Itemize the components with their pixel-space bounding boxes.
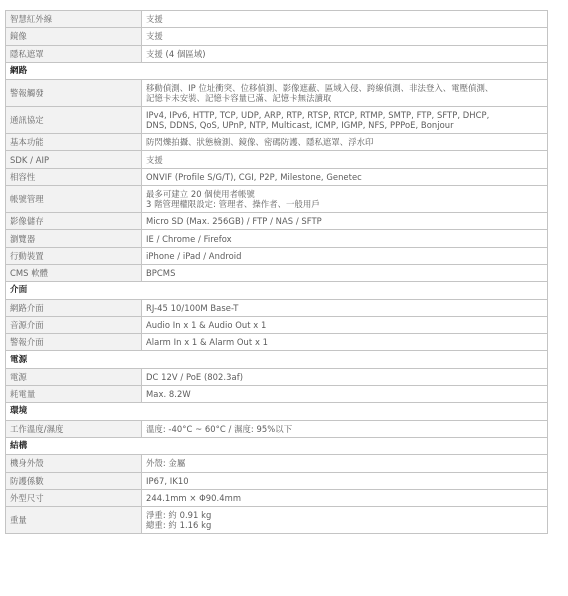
spec-key: 通訊協定 (6, 107, 142, 134)
spec-key: 重量 (6, 507, 142, 534)
section-header-row (6, 62, 548, 79)
spec-row (6, 316, 548, 333)
spec-value-line: 支援 (146, 14, 163, 25)
spec-row (6, 368, 548, 385)
spec-value-line: 外殼: 金屬 (146, 458, 186, 469)
section-header-row (6, 437, 548, 454)
spec-key: 電源 (6, 368, 142, 385)
spec-key: 隱私遮罩 (6, 45, 142, 62)
spec-key: 行動裝置 (6, 247, 142, 264)
spec-value (142, 107, 548, 134)
spec-row (6, 151, 548, 168)
section-title: 介面 (6, 282, 548, 299)
spec-key: 工作溫度/濕度 (6, 420, 142, 437)
spec-value-line: 記憶卡未安裝、記憶卡容量已滿、記憶卡無法讀取 (146, 93, 332, 104)
spec-key: 智慧紅外線 (6, 11, 142, 28)
spec-value-line: BPCMS (146, 268, 176, 279)
spec-row (6, 507, 548, 534)
spec-value (142, 230, 548, 247)
spec-key: 警報觸發 (6, 80, 142, 107)
spec-key: 防護係數 (6, 472, 142, 489)
spec-value-line: 支援 (146, 154, 163, 165)
spec-value-line: IP67, IK10 (146, 475, 189, 486)
spec-value (142, 264, 548, 281)
spec-value (142, 134, 548, 151)
spec-value-line: 3 階管理權限設定: 管理者、操作者、一般用戶 (146, 199, 320, 210)
spec-value (142, 386, 548, 403)
spec-value (142, 368, 548, 385)
spec-value-line: 最多可建立 20 個使用者帳號 (146, 189, 255, 200)
spec-value (142, 11, 548, 28)
spec-row (6, 264, 548, 281)
spec-row (6, 134, 548, 151)
spec-value (142, 334, 548, 351)
spec-value (142, 28, 548, 45)
spec-value-line: 總重: 約 1.16 kg (146, 520, 212, 531)
spec-row (6, 489, 548, 506)
spec-row (6, 186, 548, 213)
section-title: 網路 (6, 62, 548, 79)
spec-key: 音源介面 (6, 316, 142, 333)
spec-value (142, 151, 548, 168)
spec-key: 帳號管理 (6, 186, 142, 213)
section-title: 環境 (6, 403, 548, 420)
section-header-row (6, 282, 548, 299)
spec-value-line: DC 12V / PoE (802.3af) (146, 371, 244, 382)
spec-row (6, 11, 548, 28)
spec-row (6, 45, 548, 62)
spec-key: CMS 軟體 (6, 264, 142, 281)
spec-value-line: DNS, DDNS, QoS, UPnP, NTP, Multicast, ICMP, IGMP, NFS, PPPoE, Bonjour (146, 120, 454, 131)
spec-value-line: 溫度: -40°C ~ 60°C / 濕度: 95%以下 (146, 423, 293, 434)
spec-row (6, 420, 548, 437)
section-header-row (6, 351, 548, 368)
spec-value (142, 507, 548, 534)
spec-row (6, 299, 548, 316)
spec-value (142, 80, 548, 107)
section-title: 電源 (6, 351, 548, 368)
spec-key: 機身外殼 (6, 455, 142, 472)
spec-value (142, 168, 548, 185)
spec-value-line: 244.1mm × Φ90.4mm (146, 492, 242, 503)
spec-row (6, 28, 548, 45)
spec-row (6, 168, 548, 185)
spec-value-line: iPhone / iPad / Android (146, 250, 242, 261)
spec-key: 警報介面 (6, 334, 142, 351)
spec-key: 網路介面 (6, 299, 142, 316)
spec-value-line: RJ-45 10/100M Base-T (146, 302, 239, 313)
spec-row (6, 386, 548, 403)
spec-value (142, 45, 548, 62)
spec-value (142, 316, 548, 333)
spec-key: 基本功能 (6, 134, 142, 151)
spec-row (6, 107, 548, 134)
spec-value-line: Alarm In x 1 & Alarm Out x 1 (146, 337, 269, 348)
spec-value-line: Audio In x 1 & Audio Out x 1 (146, 320, 267, 330)
spec-key: 鏡像 (6, 28, 142, 45)
spec-value (142, 420, 548, 437)
spec-value-line: 支援 (146, 31, 163, 42)
spec-table (5, 10, 548, 534)
spec-row (6, 80, 548, 107)
spec-value-line: ONVIF (Profile S/G/T), CGI, P2P, Milestone, Genetec (146, 171, 362, 182)
spec-row (6, 455, 548, 472)
spec-value (142, 455, 548, 472)
spec-value-line: Max. 8.2W (146, 389, 191, 400)
spec-value (142, 186, 548, 213)
section-title: 結構 (6, 437, 548, 454)
section-header-row (6, 403, 548, 420)
spec-row (6, 247, 548, 264)
spec-key: 瀏覽器 (6, 230, 142, 247)
spec-key: 耗電量 (6, 386, 142, 403)
spec-value (142, 299, 548, 316)
spec-row (6, 334, 548, 351)
spec-row (6, 472, 548, 489)
spec-value (142, 247, 548, 264)
spec-value-line: IPv4, IPv6, HTTP, TCP, UDP, ARP, RTP, RTSP, RTCP, RTMP, SMTP, FTP, SFTP, DHCP, (146, 110, 490, 121)
spec-key: 影像儲存 (6, 213, 142, 230)
spec-value-line: Micro SD (Max. 256GB) / FTP / NAS / SFTP (146, 216, 322, 227)
spec-value (142, 213, 548, 230)
spec-value-line: 防閃爍拍攝、狀態檢測、鏡像、密碼防護、隱私遮罩、浮水印 (146, 137, 374, 148)
spec-value-line: 移動偵測、IP 位址衝突、位移偵測、影像遮蔽、區域入侵、跨線偵測、非法登入、電壓偵測、 (146, 83, 494, 94)
spec-value-line: 支援 (4 個區域) (146, 48, 206, 59)
spec-key: 外型尺寸 (6, 489, 142, 506)
spec-value (142, 489, 548, 506)
spec-key: SDK / AIP (6, 151, 142, 168)
spec-row (6, 213, 548, 230)
spec-value (142, 472, 548, 489)
spec-value-line: IE / Chrome / Firefox (146, 233, 232, 244)
spec-row (6, 230, 548, 247)
spec-value-line: 淨重: 約 0.91 kg (146, 510, 212, 521)
spec-key: 相容性 (6, 168, 142, 185)
